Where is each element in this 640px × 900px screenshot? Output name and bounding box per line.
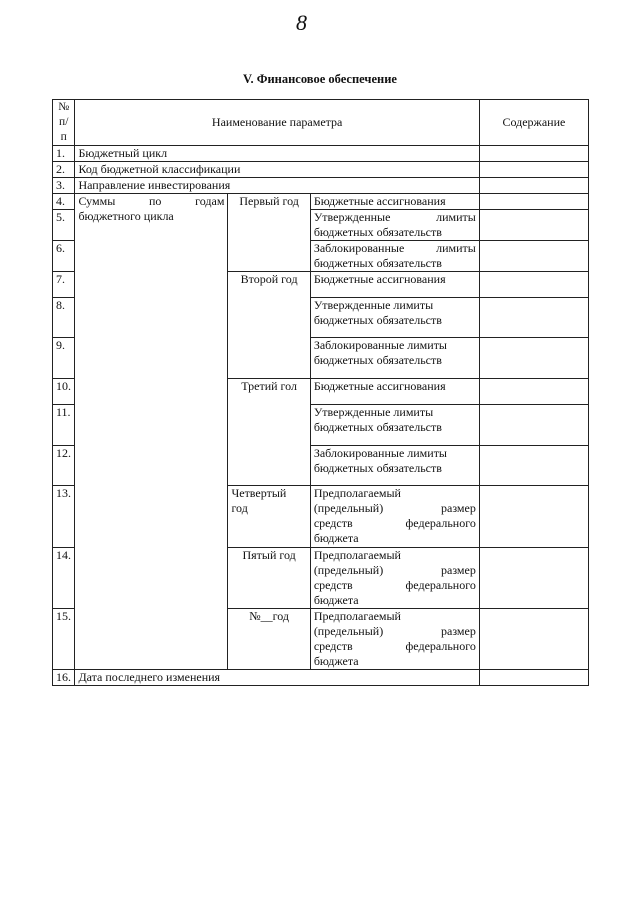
row-content-cell <box>479 272 588 298</box>
param-estimated-amount: Предполагаемый (предельный) размер средств федерального бюджета <box>310 548 479 609</box>
row-num: 4. <box>53 194 75 210</box>
year-n: №__год <box>228 609 310 670</box>
table-row <box>53 178 589 194</box>
header-content: Содержание <box>479 100 588 146</box>
year-first: Первый год <box>228 194 310 272</box>
page-number: 8 <box>296 10 307 35</box>
row-num: 11. <box>53 405 75 446</box>
row-num: 8. <box>53 298 75 338</box>
row-num: 3. <box>53 178 75 194</box>
header-name: Наименование параметра <box>75 100 479 146</box>
param-approved-limits: Утвержденные лимиты бюджетных обязательств <box>310 298 479 338</box>
row-content-cell <box>479 210 588 241</box>
param-assignments: Бюджетные ассигнования <box>310 379 479 405</box>
row-content-cell <box>479 486 588 548</box>
sums-by-years-cell: Суммы по годам бюджетного цикла <box>75 194 228 670</box>
row-name: Направление инвестирования <box>75 178 479 194</box>
table-header-row <box>53 100 589 146</box>
row-content-cell <box>479 338 588 379</box>
row-num: 9. <box>53 338 75 379</box>
row-name: Дата последнего изменения <box>75 670 479 686</box>
param-assignments: Бюджетные ассигнования <box>310 194 479 210</box>
row-content-cell <box>479 178 588 194</box>
param-blocked-limits: Заблокированные лимиты бюджетных обязательств <box>310 446 479 486</box>
param-blocked-limits: Заблокированные лимиты бюджетных обязательств <box>310 241 479 272</box>
row-num: 5. <box>53 210 75 241</box>
row-content-cell <box>479 548 588 609</box>
row-num: 12. <box>53 446 75 486</box>
row-content-cell <box>479 241 588 272</box>
table-row <box>53 146 589 162</box>
row-content-cell <box>479 405 588 446</box>
row-num: 1. <box>53 146 75 162</box>
table-row <box>53 194 589 210</box>
param-approved-limits: Утвержденные лимиты бюджетных обязательств <box>310 405 479 446</box>
financial-table <box>52 99 589 686</box>
param-approved-limits: Утвержденные лимиты бюджетных обязательств <box>310 210 479 241</box>
row-content-cell <box>479 609 588 670</box>
param-estimated-amount: Предполагаемый (предельный) размер средств федерального бюджета <box>310 486 479 548</box>
row-content-cell <box>479 670 588 686</box>
row-num: 15. <box>53 609 75 670</box>
row-num: 10. <box>53 379 75 405</box>
year-fifth: Пятый год <box>228 548 310 609</box>
year-fourth: Четвертый год <box>228 486 310 548</box>
row-num: 16. <box>53 670 75 686</box>
table-row <box>53 670 589 686</box>
row-num: 2. <box>53 162 75 178</box>
row-content-cell <box>479 146 588 162</box>
param-blocked-limits: Заблокированные лимиты бюджетных обязательств <box>310 338 479 379</box>
table-row <box>53 162 589 178</box>
param-estimated-amount: Предполагаемый (предельный) размер средств федерального бюджета <box>310 609 479 670</box>
year-third: Третий гол <box>228 379 310 486</box>
row-num: 14. <box>53 548 75 609</box>
row-name: Код бюджетной классификации <box>75 162 479 178</box>
row-content-cell <box>479 446 588 486</box>
section-title: V. Финансовое обеспечение <box>243 72 397 86</box>
row-num: 7. <box>53 272 75 298</box>
row-content-cell <box>479 162 588 178</box>
header-num: № п/п <box>53 100 75 146</box>
param-assignments: Бюджетные ассигнования <box>310 272 479 298</box>
row-num: 6. <box>53 241 75 272</box>
row-name: Бюджетный цикл <box>75 146 479 162</box>
row-num: 13. <box>53 486 75 548</box>
row-content-cell <box>479 194 588 210</box>
row-content-cell <box>479 298 588 338</box>
year-second: Второй год <box>228 272 310 379</box>
row-content-cell <box>479 379 588 405</box>
